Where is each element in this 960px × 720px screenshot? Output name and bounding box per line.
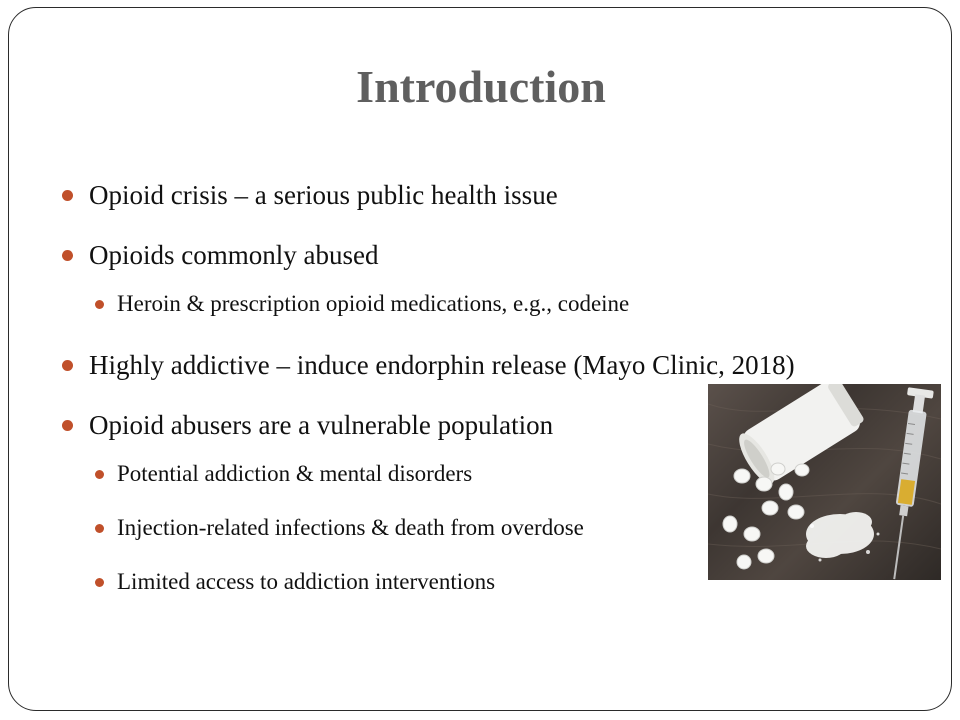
sub-bullet-text: Injection-related infections & death from overdose	[117, 515, 584, 540]
opioids-photo	[708, 384, 941, 580]
sub-bullet-text: Limited access to addiction interventions	[117, 569, 496, 594]
bullet-text: Highly addictive – induce endorphin release (Mayo Clinic, 2018)	[89, 350, 795, 380]
slide-title: Introduction	[356, 61, 606, 112]
sub-bullet-item	[61, 284, 861, 324]
pills-syringe-illustration	[708, 384, 941, 580]
bullet-dot-icon	[62, 190, 73, 201]
bullet-text: Opioid crisis – a serious public health issue	[89, 180, 558, 210]
sub-bullet-text: Potential addiction & mental disorders	[117, 461, 473, 486]
sub-bullet-dot-icon	[95, 300, 104, 309]
slide	[8, 7, 952, 711]
sub-bullet-dot-icon	[95, 578, 104, 587]
bullet-item	[61, 228, 861, 282]
bullet-text: Opioids commonly abused	[89, 240, 379, 270]
sub-bullet-dot-icon	[95, 524, 104, 533]
bullet-dot-icon	[62, 250, 73, 261]
bullet-item	[61, 168, 861, 222]
bullet-dot-icon	[62, 420, 73, 431]
sub-bullet-dot-icon	[95, 470, 104, 479]
sub-bullet-text: Heroin & prescription opioid medications, e.g., codeine	[117, 291, 630, 316]
bullet-text: Opioid abusers are a vulnerable population	[89, 410, 554, 440]
bullet-dot-icon	[62, 360, 73, 371]
